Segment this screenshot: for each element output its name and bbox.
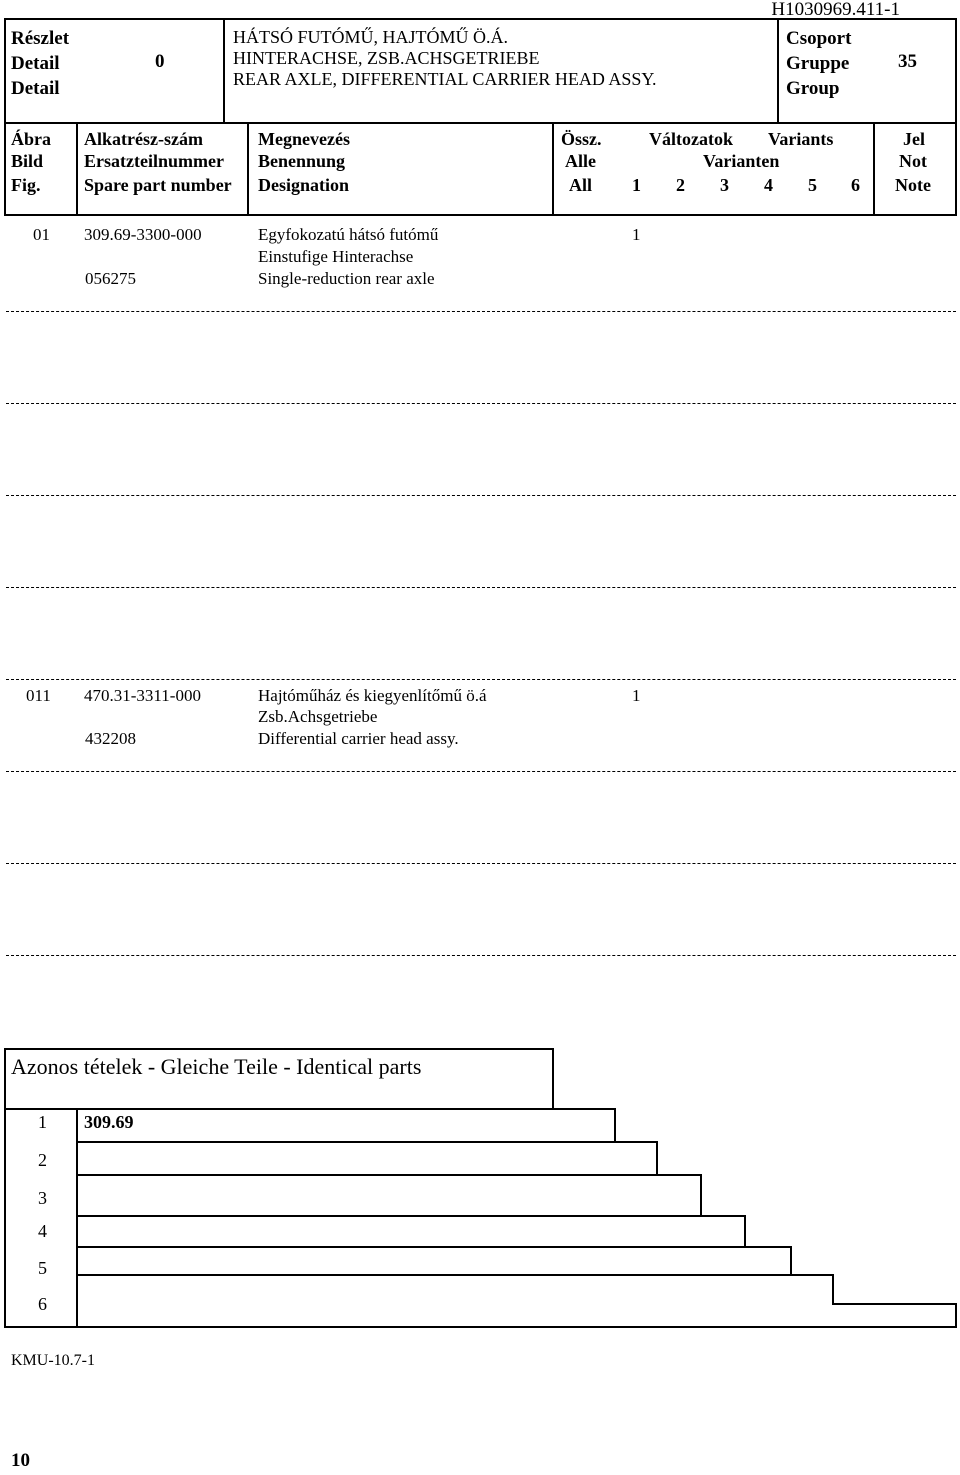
header-right-border — [955, 18, 957, 124]
document-code: H1030969.411-1 — [771, 0, 900, 20]
col-variants-en: Variants — [768, 129, 834, 149]
row-separator — [6, 311, 956, 312]
header-divider-2 — [777, 18, 779, 124]
colheader-divider-part — [247, 122, 249, 216]
header-top-border — [4, 18, 957, 20]
identical-step-line — [76, 1174, 702, 1176]
identical-step — [552, 1048, 554, 1110]
identical-step — [790, 1246, 792, 1276]
identical-right-border — [955, 1303, 957, 1328]
group-value: 35 — [898, 51, 917, 72]
identical-step-line — [76, 1274, 834, 1276]
identical-step — [700, 1174, 702, 1217]
row-separator — [6, 771, 956, 772]
identical-step — [614, 1108, 616, 1143]
colheader-left-border — [4, 122, 6, 216]
identical-step-line — [76, 1141, 658, 1143]
identical-bottom-border — [4, 1326, 957, 1328]
header-divider-1 — [223, 18, 225, 124]
identical-left-border — [4, 1048, 6, 1328]
row-separator — [6, 403, 956, 404]
colheader-divider-note — [873, 122, 875, 216]
row-separator — [6, 679, 956, 680]
identical-step-line — [76, 1246, 792, 1248]
identical-title-border — [4, 1108, 616, 1110]
row-separator — [6, 495, 956, 496]
row-separator — [6, 955, 956, 956]
col-variants-de: Varianten — [703, 151, 780, 171]
colheader-right-border — [955, 122, 957, 216]
header-left-border — [4, 18, 6, 124]
colheader-divider-designation — [552, 122, 554, 216]
page-number: 10 — [11, 1450, 30, 1471]
identical-step — [744, 1215, 746, 1248]
colheader-divider-fig — [76, 122, 78, 216]
col-variants-hu: Változatok — [649, 129, 733, 149]
colheader-bottom-border — [4, 214, 957, 216]
identical-top-border — [4, 1048, 554, 1050]
identical-step-line — [832, 1303, 957, 1305]
row-separator — [6, 587, 956, 588]
identical-step — [832, 1274, 834, 1305]
footer-code: KMU-10.7-1 — [11, 1352, 95, 1369]
detail-value: 0 — [155, 51, 165, 72]
row-separator — [6, 863, 956, 864]
identical-step — [656, 1141, 658, 1176]
header-bottom-border — [4, 122, 957, 124]
identical-parts-title: Azonos tételek - Gleiche Teile - Identical parts — [11, 1054, 422, 1079]
identical-step-line — [76, 1215, 746, 1217]
